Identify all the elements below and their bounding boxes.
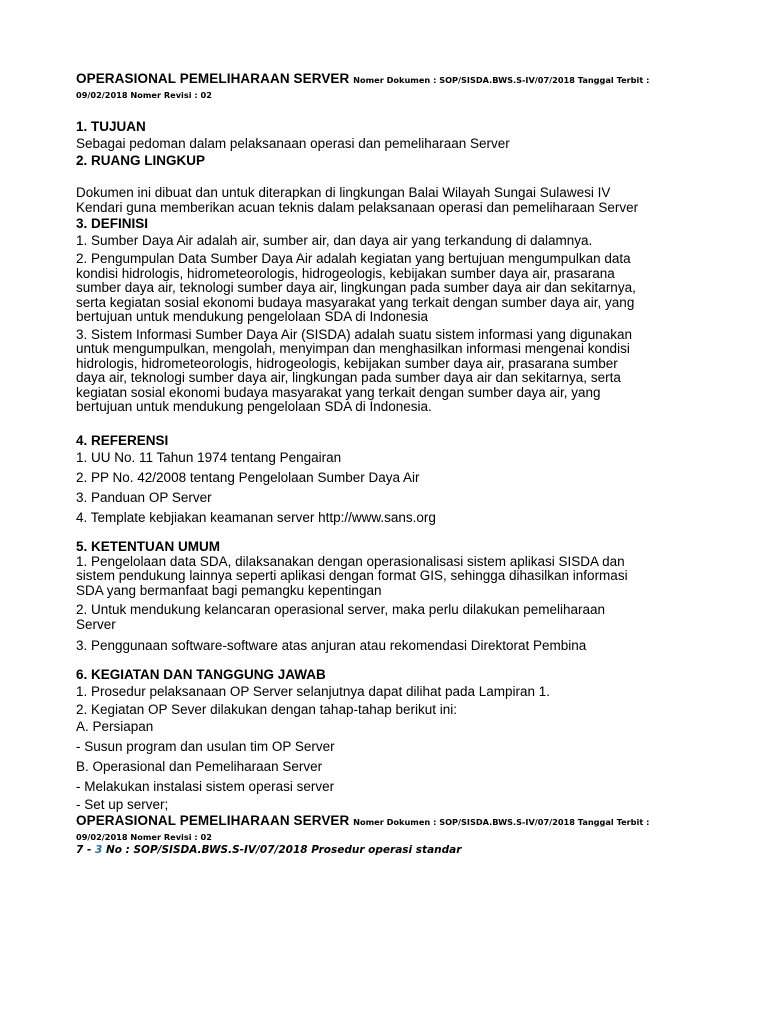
- section-title-definisi: 3. DEFINISI: [76, 216, 149, 231]
- definisi-item-2-line: 2. Pengumpulan Data Sumber Daya Air adalah kegiatan yang bertujuan mengumpulkan data: [76, 251, 631, 266]
- ketentuan-item-1-line: sistem pendukung lainnya seperti aplikasi dengan format GIS, sehingga dihasilkan informasi: [76, 568, 628, 583]
- page-footer: [76, 843, 700, 857]
- kegiatan-step-b: B. Operasional dan Pemeliharaan Server: [76, 758, 323, 774]
- section-text-tujuan: Sebagai pedoman dalam pelaksanaan operasi dan pemeliharaan Server: [76, 136, 510, 151]
- referensi-item: 2. PP No. 42/2008 tentang Pengelolaan Sumber Daya Air: [76, 469, 420, 485]
- ketentuan-item-3: 3. Penggunaan software-software atas anjuran atau rekomendasi Direktorat Pembina: [76, 638, 587, 653]
- section-title-referensi: 4. REFERENSI: [76, 432, 169, 448]
- kegiatan-step-b-dash: - Melakukan instalasi sistem operasi server: [76, 778, 335, 794]
- ketentuan-item-1-line: SDA yang bermanfaat bagi pemangku kepentingan: [76, 582, 382, 598]
- kegiatan-step-a: A. Persiapan: [76, 718, 154, 734]
- page-prefix: 7 -: [76, 844, 95, 856]
- definisi-item-2-line: bertujuan untuk mendukung pengelolaan SDA di Indonesia: [76, 309, 429, 324]
- definisi-item-3-line: 3. Sistem Informasi Sumber Daya Air (SISDA) adalah suatu sistem informasi yang digunakan: [76, 326, 632, 342]
- kegiatan-step-a-dash: - Susun program dan usulan tim OP Server: [76, 738, 335, 754]
- ketentuan-item-2-line: 2. Untuk mendukung kelancaran operasional server, maka perlu dilakukan pemeliharaan: [76, 602, 606, 617]
- page-number-link[interactable]: 3: [94, 844, 103, 856]
- definisi-item-3-line: bertujuan untuk mendukung pengelolaan SDA di Indonesia.: [76, 399, 432, 414]
- referensi-item: 4. Template kebjiakan keamanan server http://www.sans.org: [76, 509, 436, 525]
- definisi-item-3-line: daya air, teknologi sumber daya air, lingkungan pada sumber daya air dan sekitarnya, serta: [76, 370, 621, 385]
- definisi-item-1: 1. Sumber Daya Air adalah air, sumber air, dan daya air yang terkandung di dalamnya.: [76, 233, 593, 248]
- repeated-header: [76, 812, 700, 831]
- header-meta: Nomer Dokumen : SOP/SISDA.BWS.S-IV/07/2018 Tanggal Terbit :: [353, 75, 650, 85]
- definisi-item-3-line: kegiatan sosial ekonomi budaya masyarakat yang terkait dengan sumber daya air, yang: [76, 384, 601, 400]
- footer-title: OPERASIONAL PEMELIHARAAN SERVER: [76, 813, 350, 828]
- section-text-ruang-lingkup-1: Dokumen ini dibuat dan untuk diterapkan di lingkungan Balai Wilayah Sungai Sulawesi IV: [76, 185, 611, 200]
- header-meta-line2: 09/02/2018 Nomer Revisi : 02: [76, 90, 212, 100]
- footer-meta-line2: 09/02/2018 Nomer Revisi : 02: [76, 832, 212, 842]
- kegiatan-step-b-dash: - Set up server;: [76, 796, 169, 812]
- section-title-tujuan: 1. TUJUAN: [76, 119, 146, 134]
- definisi-item-3-line: untuk mengumpulkan, mengolah, menyimpan dan menghasilkan informasi mengenai kondisi: [76, 341, 630, 356]
- section-title-kegiatan: 6. KEGIATAN DAN TANGGUNG JAWAB: [76, 667, 326, 682]
- referensi-item: 1. UU No. 11 Tahun 1974 tentang Pengairan: [76, 449, 342, 465]
- section-title-ruang-lingkup: 2. RUANG LINGKUP: [76, 153, 206, 168]
- header-title: OPERASIONAL PEMELIHARAAN SERVER: [76, 71, 350, 86]
- kegiatan-item-2: 2. Kegiatan OP Sever dilakukan dengan tahap-tahap berikut ini:: [76, 702, 458, 717]
- definisi-item-2-line: sumber daya air, teknologi sumber daya air, lingkungan pada sumber daya air dan sekitarnya,: [76, 280, 636, 295]
- footer-meta: Nomer Dokumen : SOP/SISDA.BWS.S-IV/07/2018 Tanggal Terbit :: [353, 817, 650, 827]
- section-text-ruang-lingkup-2: Kendari guna memberikan acuan teknis dalam pelaksanaan operasi dan pemeliharaan Server: [76, 199, 639, 215]
- definisi-item-2-line: kondisi hidrologis, hidrometeorologis, hidrogeologis, kebijakan sumber daya air, prasarana: [76, 265, 615, 281]
- ketentuan-item-2-line: Server: [76, 616, 116, 632]
- section-title-ketentuan-umum: 5. KETENTUAN UMUM: [76, 538, 220, 554]
- definisi-item-3-line: hidrologis, hidrometeorologis, hidrogeologis, kebijakan sumber daya air, prasarana sumber: [76, 355, 618, 371]
- document-page: [76, 0, 700, 857]
- kegiatan-item-1: 1. Prosedur pelaksanaan OP Server selanjutnya dapat dilihat pada Lampiran 1.: [76, 684, 551, 699]
- document-header: [76, 70, 700, 89]
- referensi-item: 3. Panduan OP Server: [76, 489, 212, 505]
- ketentuan-item-1-line: 1. Pengelolaan data SDA, dilaksanakan dengan operasionalisasi sistem aplikasi SISDA dan: [76, 553, 625, 569]
- definisi-item-2-line: serta kegiatan sosial ekonomi budaya masyarakat yang terkait dengan sumber daya air, yang: [76, 294, 635, 310]
- page-footer-text: No : SOP/SISDA.BWS.S-IV/07/2018 Prosedur operasi standar: [102, 844, 462, 856]
